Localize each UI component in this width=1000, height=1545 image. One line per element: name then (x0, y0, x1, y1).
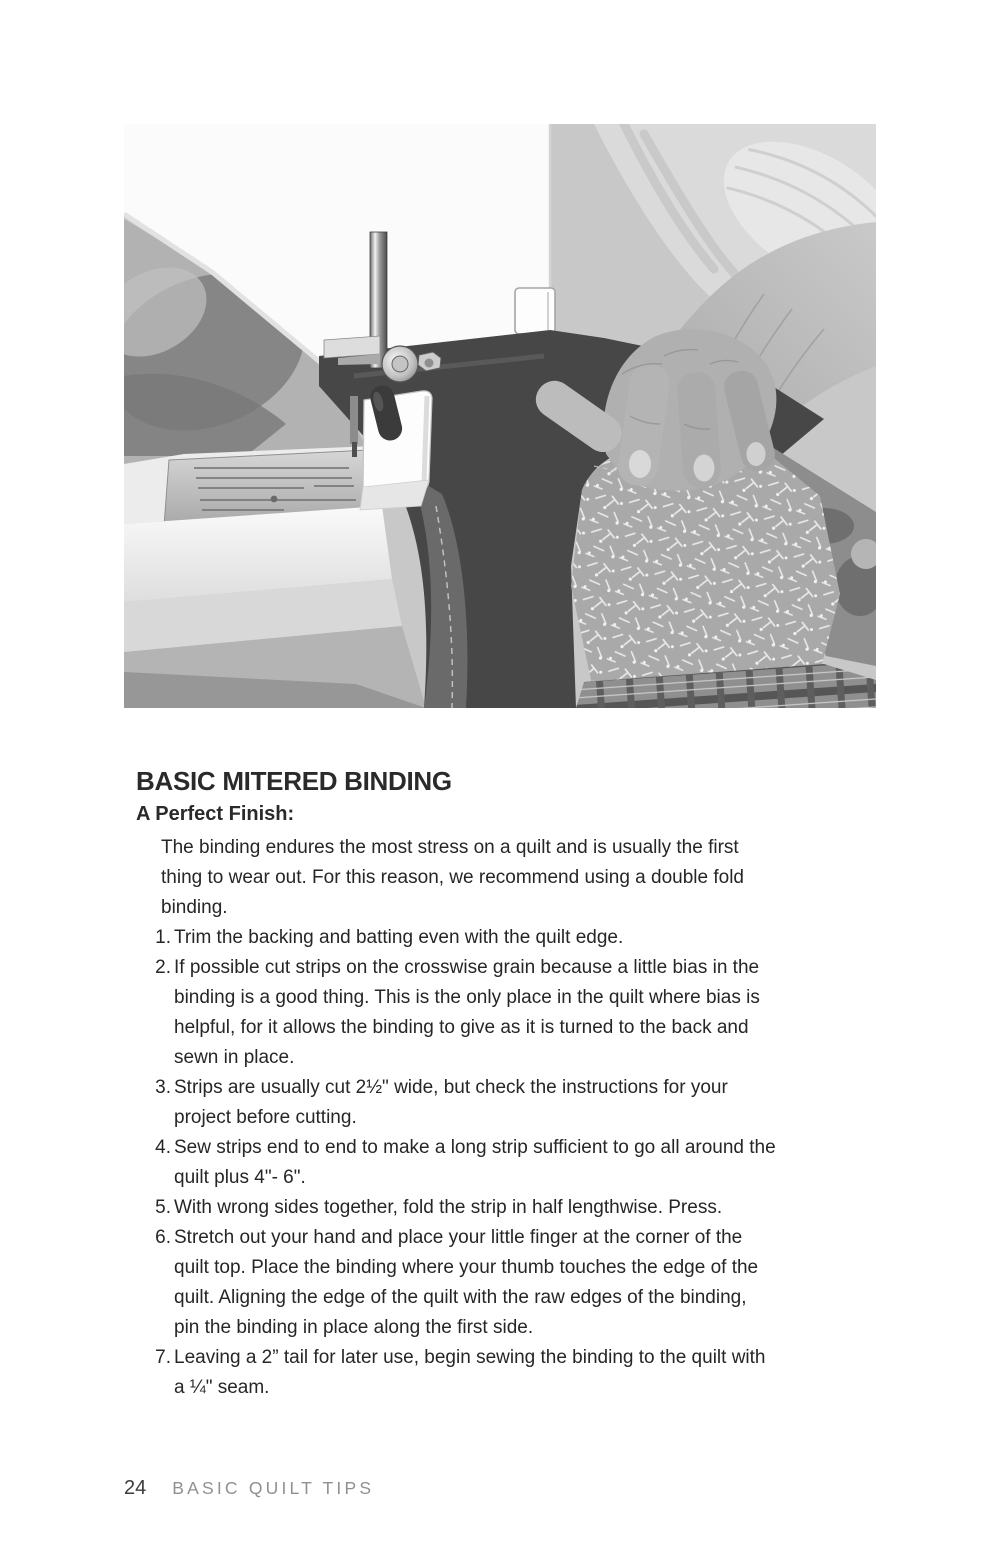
step-text (174, 923, 623, 953)
step-text-line: quilt plus 4"- 6". (174, 1167, 306, 1188)
step-text (174, 1193, 722, 1223)
step-text-line: sewn in place. (174, 1047, 295, 1068)
step-number: 2. (155, 957, 171, 978)
sewing-machine-photo-illustration (124, 124, 876, 708)
page-number: 24 (124, 1477, 147, 1499)
step-text (174, 953, 760, 1073)
step-number: 7. (155, 1347, 171, 1368)
step-text (174, 1133, 776, 1193)
step-text-line: Strips are usually cut 2½" wide, but check the instructions for your (174, 1077, 728, 1098)
page-title: BASIC MITERED BINDING (136, 766, 452, 796)
page-footer (124, 1477, 374, 1500)
footer-section-title: BASIC QUILT TIPS (172, 1478, 375, 1498)
step-item (136, 1193, 936, 1223)
step-number: 6. (155, 1227, 171, 1248)
step-text-line: If possible cut strips on the crosswise grain because a little bias in the (174, 957, 760, 978)
step-text-line: Sew strips end to end to make a long strip sufficient to go all around the (174, 1137, 776, 1158)
step-text-line: binding is a good thing. This is the only place in the quilt where bias is (174, 987, 760, 1008)
instruction-photo (124, 124, 876, 708)
step-number: 5. (155, 1197, 171, 1218)
step-item (136, 1223, 936, 1343)
step-text-line: Leaving a 2” tail for later use, begin sewing the binding to the quilt with (174, 1347, 766, 1368)
step-list (136, 923, 936, 1403)
step-text (174, 1343, 765, 1403)
intro-text-line: binding. (161, 897, 228, 918)
section-subtitle: A Perfect Finish: (136, 803, 295, 825)
step-item (136, 953, 936, 1073)
step-item (136, 1133, 936, 1193)
step-text-line: quilt top. Place the binding where your thumb touches the edge of the (174, 1257, 759, 1278)
intro-paragraph (136, 833, 936, 923)
step-text-line: pin the binding in place along the first side. (174, 1317, 534, 1338)
step-text-line: a ¼" seam. (174, 1377, 270, 1398)
step-item (136, 1343, 936, 1403)
step-text-line: helpful, for it allows the binding to give as it is turned to the back and (174, 1017, 749, 1038)
intro-text-line: The binding endures the most stress on a quilt and is usually the first (161, 837, 739, 858)
step-number: 4. (155, 1137, 171, 1158)
step-item (136, 923, 936, 953)
step-number: 1. (155, 927, 171, 948)
step-text (174, 1073, 728, 1133)
step-text-line: Stretch out your hand and place your little finger at the corner of the (174, 1227, 743, 1248)
step-text-line: With wrong sides together, fold the strip in half lengthwise. Press. (174, 1197, 723, 1218)
step-text-line: Trim the backing and batting even with the quilt edge. (174, 927, 624, 948)
step-item (136, 1073, 936, 1133)
article-body (136, 833, 936, 1403)
step-text-line: project before cutting. (174, 1107, 357, 1128)
step-text-line: quilt. Aligning the edge of the quilt with the raw edges of the binding, (174, 1287, 747, 1308)
step-number: 3. (155, 1077, 171, 1098)
intro-text-line: thing to wear out. For this reason, we recommend using a double fold (161, 867, 744, 888)
step-text (174, 1223, 758, 1343)
